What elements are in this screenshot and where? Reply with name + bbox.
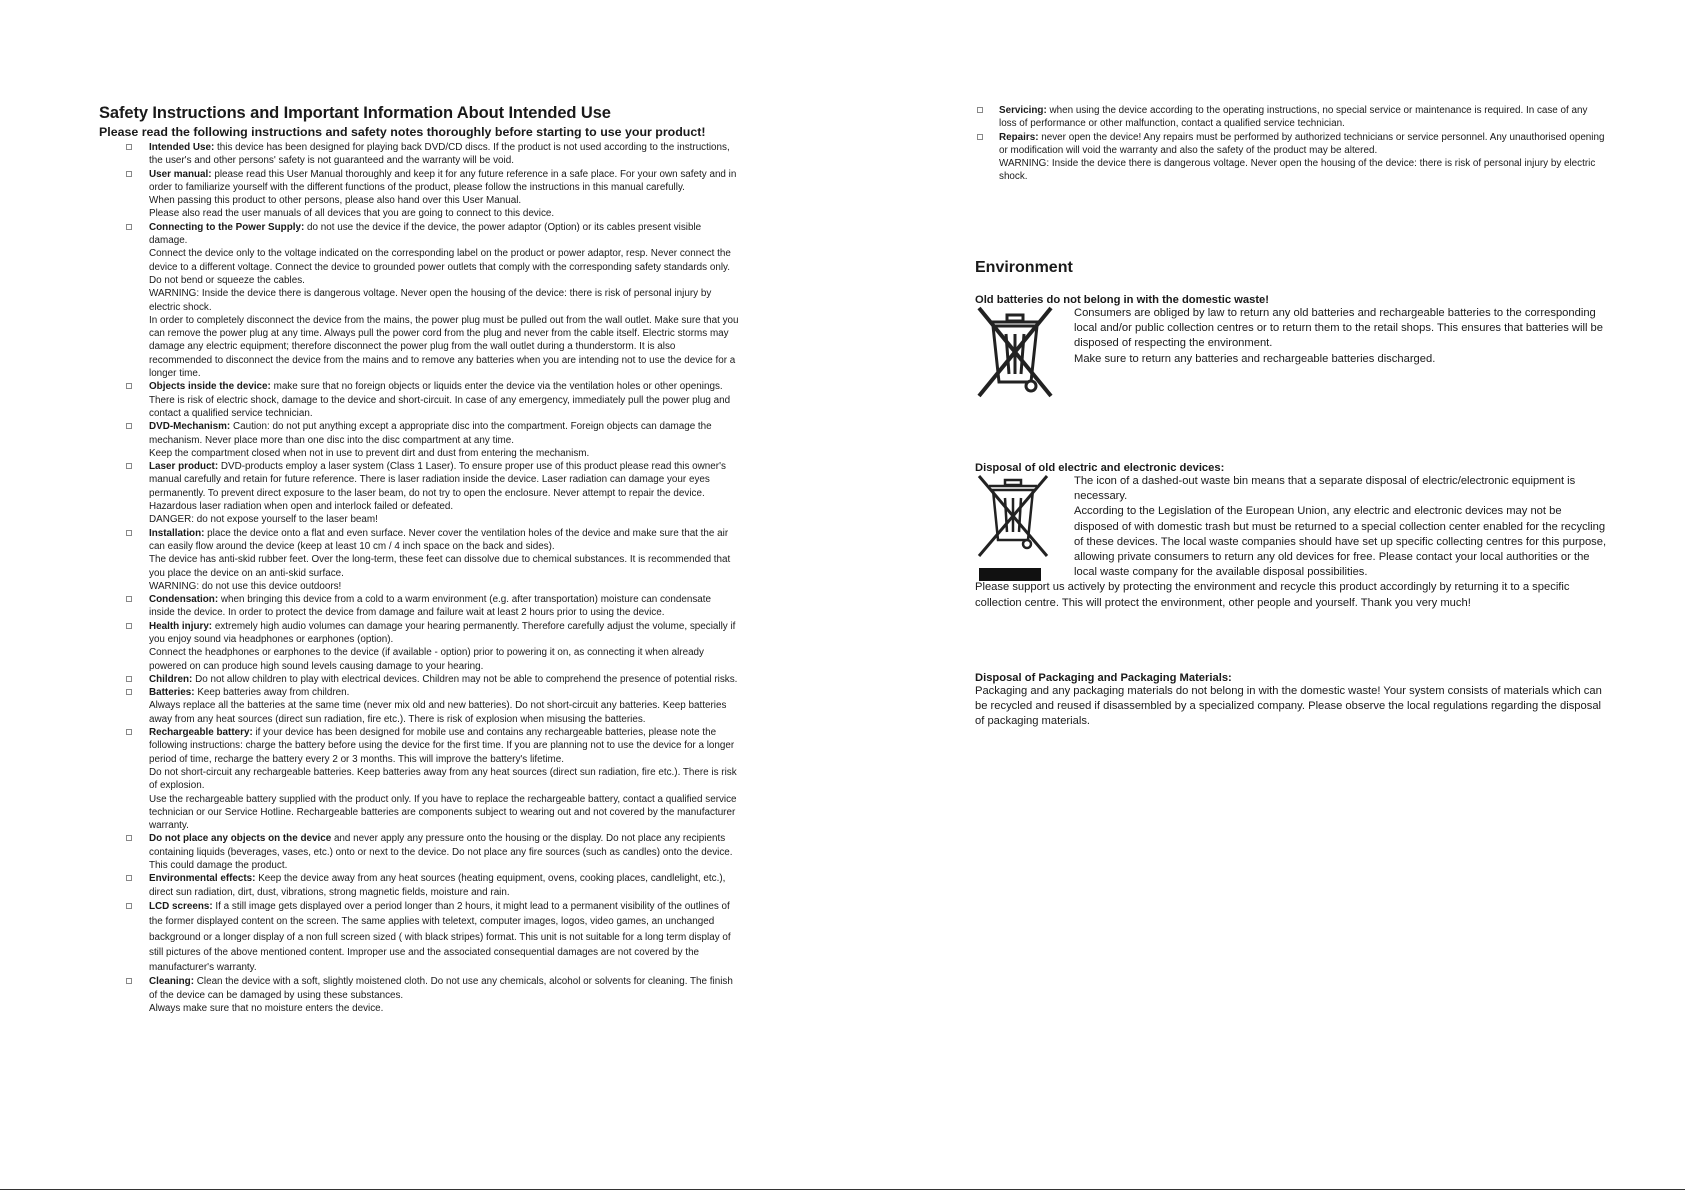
bullet-icon: [126, 383, 132, 389]
item-heading: LCD screens:: [149, 900, 213, 912]
safety-item-condensation: [99, 593, 739, 620]
item-heading: Installation:: [149, 527, 205, 539]
batteries-row: [975, 306, 1607, 367]
item-text: WARNING: do not use this device outdoors!: [149, 580, 342, 592]
safety-item-environmental: [99, 872, 739, 899]
item-text: Please also read the user manuals of all devices that you are going to connect to this device.: [149, 208, 555, 220]
batteries-section: [975, 294, 1607, 367]
bullet-icon: [126, 903, 132, 909]
item-text: and never apply any pressure onto the housing or the display. Do not place any recipients containing liquids (beverages, vases, etc.) onto or next to the device. Do not place any fire sources (such as candles) onto the device. This could damage the product.: [149, 833, 733, 872]
safety-item-lcd: [99, 899, 739, 975]
page-title: Safety Instructions and Important Information About Intended Use: [99, 104, 611, 122]
crossed-out-wheelie-bin-icon: [975, 474, 1051, 560]
bullet-icon: [126, 978, 132, 984]
batteries-line: Make sure to return any batteries and rechargeable batteries discharged.: [1074, 352, 1436, 365]
item-heading: Repairs:: [999, 131, 1039, 143]
item-heading: Do not place any objects on the device: [149, 833, 332, 845]
bullet-icon: [126, 623, 132, 629]
right-page: [975, 104, 1607, 728]
item-text: Connect the device only to the voltage indicated on the corresponding label on the product or power adaptor, resp. Never connect the device to a different voltage. Connect the device to grounded power outlets that comply with the corresponding safety standards only. Do not bend or squeeze the cables.: [149, 248, 731, 286]
item-heading: Environmental effects:: [149, 873, 256, 885]
item-heading: User manual:: [149, 168, 212, 180]
item-heading: Intended Use:: [149, 142, 215, 153]
item-text: place the device onto a flat and even surface. Never cover the ventilation holes of the device and make sure that the air can easily flow around the device (keep at least 10 cm / 4 inch space on the back and sides).: [149, 527, 729, 552]
item-text: when bringing this device from a cold to a warm environment (e.g. after transportation) moisture can condensate inside the device. In order to protect the device from damage and failure wait at least 2 hours prior to using the device.: [149, 594, 712, 619]
item-text: If a still image gets displayed over a period longer than 2 hours, it might lead to a permanent visibility of the outlines of the former displayed content on the screen. The same applies with teletext, computer images, logos, video games, an unchanged background or a longer display of a non full screen sized ( with black stripes) format. This unit is not suitable for a long term display of still pictures of the above mentioned content. Improper use and the associated consequential damages are not covered by the manufacturer's warranty.: [149, 900, 731, 974]
bullet-icon: [126, 676, 132, 682]
item-text: Use the rechargeable battery supplied with the product only. If you have to replace the rechargeable battery, contact a qualified service technician or our Service Hotline. Rechargeable batteries are components subject to wearing out and not covered by the manufacturer warranty.: [149, 793, 737, 832]
bullet-icon: [126, 689, 132, 695]
item-heading: Servicing:: [999, 105, 1047, 116]
bullet-icon: [977, 134, 983, 140]
safety-item-cleaning: [99, 975, 739, 1015]
item-text: Always replace all the batteries at the same time (never mix old and new batteries). Do not short-circuit any batteries. Keep batteries away from any heat sources (direct sun radiation, fire etc.). There is risk of explosion when misusing the batteries.: [149, 700, 727, 725]
item-text: When passing this product to other persons, please also hand over this User Manual.: [149, 195, 522, 207]
electric-section: [975, 462, 1607, 611]
service-list: [975, 104, 1607, 184]
item-text: extremely high audio volumes can damage your hearing permanently. Therefore carefully adjust the volume, specially if you enjoy sound via headphones or earphones (option).: [149, 620, 736, 645]
item-text: Caution: do not put anything except a appropriate disc into the compartment. Foreign objects can damage the mechanism. Never place more than one disc into the disc compartment at any time.: [149, 421, 712, 446]
safety-item-installation: [99, 527, 739, 593]
item-heading: Rechargeable battery:: [149, 727, 253, 739]
item-text: never open the device! Any repairs must be performed by authorized technicians or service personnel. Any unauthorised opening or modification will void the warranty and also the safety of the product may be altered.: [999, 131, 1605, 156]
item-heading: Connecting to the Power Supply:: [149, 221, 305, 233]
item-text: Always make sure that no moisture enters the device.: [149, 1003, 384, 1014]
bullet-icon: [126, 530, 132, 536]
safety-item-intended-use: [99, 141, 739, 168]
safety-item-power-supply: [99, 221, 739, 381]
item-text: do not use the device if the device, the power adaptor (Option) or its cables present visible damage.: [149, 221, 702, 247]
batteries-text: [1074, 306, 1607, 367]
electric-line: According to the Legislation of the European Union, any electric and electronic devices may not be disposed of with domestic trash but must be returned to a special collection center enabled for the recycling of these devices. The local waste companies should have set up specific collecting centres for this purpose, allowing private consumers to return any old devices for free. Please contact your local authorities or the local waste company for the available disposal possibilities.: [1074, 505, 1607, 579]
bullet-icon: [126, 875, 132, 881]
packaging-section: [975, 672, 1607, 730]
item-text: WARNING: Inside the device there is dangerous voltage. Never open the housing of the device: there is risk of personal injury by electric shock.: [999, 158, 1596, 183]
electric-heading: Disposal of old electric and electronic devices:: [975, 462, 1225, 474]
item-text: this device has been designed for playing back DVD/CD discs. If the product is not used according to the instructions, the user's and other persons' safety is not guaranteed and the warranty will be void.: [149, 142, 730, 167]
item-text: WARNING: Inside the device there is dangerous voltage. Never open the housing of the device: there is risk of personal injury by electric shock.: [149, 288, 712, 313]
item-text: if your device has been designed for mobile use and contains any rechargeable batteries, please note the following instructions: charge the battery before using the device for the first time. If you are planning not to use the device for a longer period of time, recharge the battery every 2 or 3 months. This will improve the battery's lifetime.: [149, 727, 735, 765]
safety-list: [99, 141, 739, 1015]
bullet-icon: [126, 224, 132, 230]
item-text: when using the device according to the operating instructions, no special service or maintenance is required. In case of any loss of performance or other malfunction, contact a qualified service technician.: [999, 105, 1588, 130]
item-heading: Laser product:: [149, 461, 219, 473]
bullet-icon: [126, 463, 132, 469]
electric-text: [1074, 474, 1607, 580]
item-text: Clean the device with a soft, slightly moistened cloth. Do not use any chemicals, alcohol or solvents for cleaning. The finish of the device can be damaged by using these substances.: [149, 976, 733, 1001]
item-text: please read this User Manual thoroughly and keep it for any future reference in a safe place. For your own safety and in order to familiarize yourself with the different functions of the product, please follow the instructions in this manual carefully.: [149, 168, 737, 193]
safety-item-health: [99, 620, 739, 673]
bullet-icon: [126, 423, 132, 429]
item-text: DANGER: do not expose yourself to the laser beam!: [149, 514, 378, 526]
bottom-divider: [0, 1189, 1685, 1190]
safety-item-no-objects: [99, 832, 739, 872]
item-text: Do not short-circuit any rechargeable batteries. Keep batteries away from any heat sources (direct sun radiation, fire etc.). There is risk of explosion.: [149, 766, 737, 792]
support-text: Please support us actively by protecting the environment and recycle this product accordingly by returning it to a specific collection centre. This will protect the environment, other people and yourself. Thank you very much!: [975, 581, 1570, 609]
safety-item-batteries: [99, 686, 739, 726]
electric-line: The icon of a dashed-out waste bin means that a separate disposal of electric/electronic equipment is necessary.: [1074, 475, 1576, 503]
item-heading: Health injury:: [149, 620, 213, 632]
item-text: Keep batteries away from children.: [197, 687, 350, 699]
electric-row: [975, 474, 1607, 580]
page-subtitle: Please read the following instructions and safety notes thoroughly before starting to use your product!: [99, 125, 706, 139]
black-bar-icon: [979, 568, 1041, 581]
item-heading: Cleaning:: [149, 976, 194, 988]
environment-title: Environment: [975, 259, 1073, 276]
bullet-icon: [126, 835, 132, 841]
safety-item-dvd-mechanism: [99, 420, 739, 460]
item-heading: Condensation:: [149, 594, 219, 606]
bullet-icon: [126, 729, 132, 735]
safety-item-repairs: [975, 131, 1607, 184]
safety-item-user-manual: [99, 168, 739, 221]
bullet-icon: [126, 144, 132, 150]
safety-item-children: [99, 673, 739, 686]
bullet-icon: [126, 596, 132, 602]
item-text: Do not allow children to play with electrical devices. Children may not be able to comprehend the presence of potential risks.: [195, 673, 738, 685]
item-heading: Children:: [149, 673, 193, 685]
safety-item-servicing: [975, 104, 1607, 131]
safety-item-rechargeable: [99, 726, 739, 832]
crossed-out-wheelie-bin-icon: [975, 306, 1055, 398]
item-text: Keep the device away from any heat sources (heating equipment, ovens, cooking places, candlelight, etc.), direct sun radiation, dirt, dust, vibrations, strong magnetic fields, moisture and rain.: [149, 873, 726, 898]
bullet-icon: [126, 171, 132, 177]
item-text: The device has anti-skid rubber feet. Over the long-term, these feet can dissolve due to chemical substances. It is recommended that you place the device on an anti-skid surface.: [149, 554, 731, 579]
item-text: make sure that no foreign objects or liquids enter the device via the ventilation holes or other openings. There is risk of electric shock, damage to the device and short-circuit. In case of any emergency, immediately pull the power plug and contact a qualified service technician.: [149, 381, 731, 419]
bullet-icon: [977, 107, 983, 113]
item-heading: Batteries:: [149, 687, 195, 699]
item-text: Keep the compartment closed when not in use to prevent dirt and dust from entering the mechanism.: [149, 447, 590, 459]
left-page: [99, 104, 739, 1015]
packaging-heading: Disposal of Packaging and Packaging Materials:: [975, 672, 1232, 684]
safety-item-objects: [99, 380, 739, 420]
item-text: Connect the headphones or earphones to the device (if available - option) prior to powering it on, as connecting it when already powered on can produce high sound levels causing damage to your hearing.: [149, 647, 704, 672]
batteries-heading: Old batteries do not belong in with the domestic waste!: [975, 294, 1270, 306]
safety-item-laser: [99, 460, 739, 526]
item-heading: Objects inside the device:: [149, 381, 271, 393]
item-text: In order to completely disconnect the device from the mains, the power plug must be pulled out from the wall outlet. Make sure that you can remove the power plug at any time. Always pull the power cord from the plug and never from the cable itself. Electric storms may damage any electric equipment; therefore disconnect the power plug from the wall outlet during a thunderstorm. It is also recommended to disconnect the device from the mains and to remove any batteries when you are intending not to use the device for a longer time.: [149, 314, 739, 380]
item-text: DVD-products employ a laser system (Class 1 Laser). To ensure proper use of this product please read this owner's manual carefully and retain for future reference. There is laser radiation inside the device. Laser radiation can damage your eyes permanently. To prevent direct exposure to the laser beam, do not try to open the enclosure. Never attempt to repair the device. Hazardous laser radiation when open and interlock failed or defeated.: [149, 461, 726, 513]
packaging-text: Packaging and any packaging materials do not belong in with the domestic waste! Your system consists of materials which can be recycled and reused if disassembled by a specialized company. Please observe the local regulations regarding the disposal of packaging materials.: [975, 685, 1602, 728]
batteries-line: Consumers are obliged by law to return any old batteries and rechargeable batteries to the corresponding local and/or public collection centres or to return them to the retail shops. This ensures that batteries will be disposed of respecting the environment.: [1074, 307, 1603, 350]
item-heading: DVD-Mechanism:: [149, 421, 231, 433]
